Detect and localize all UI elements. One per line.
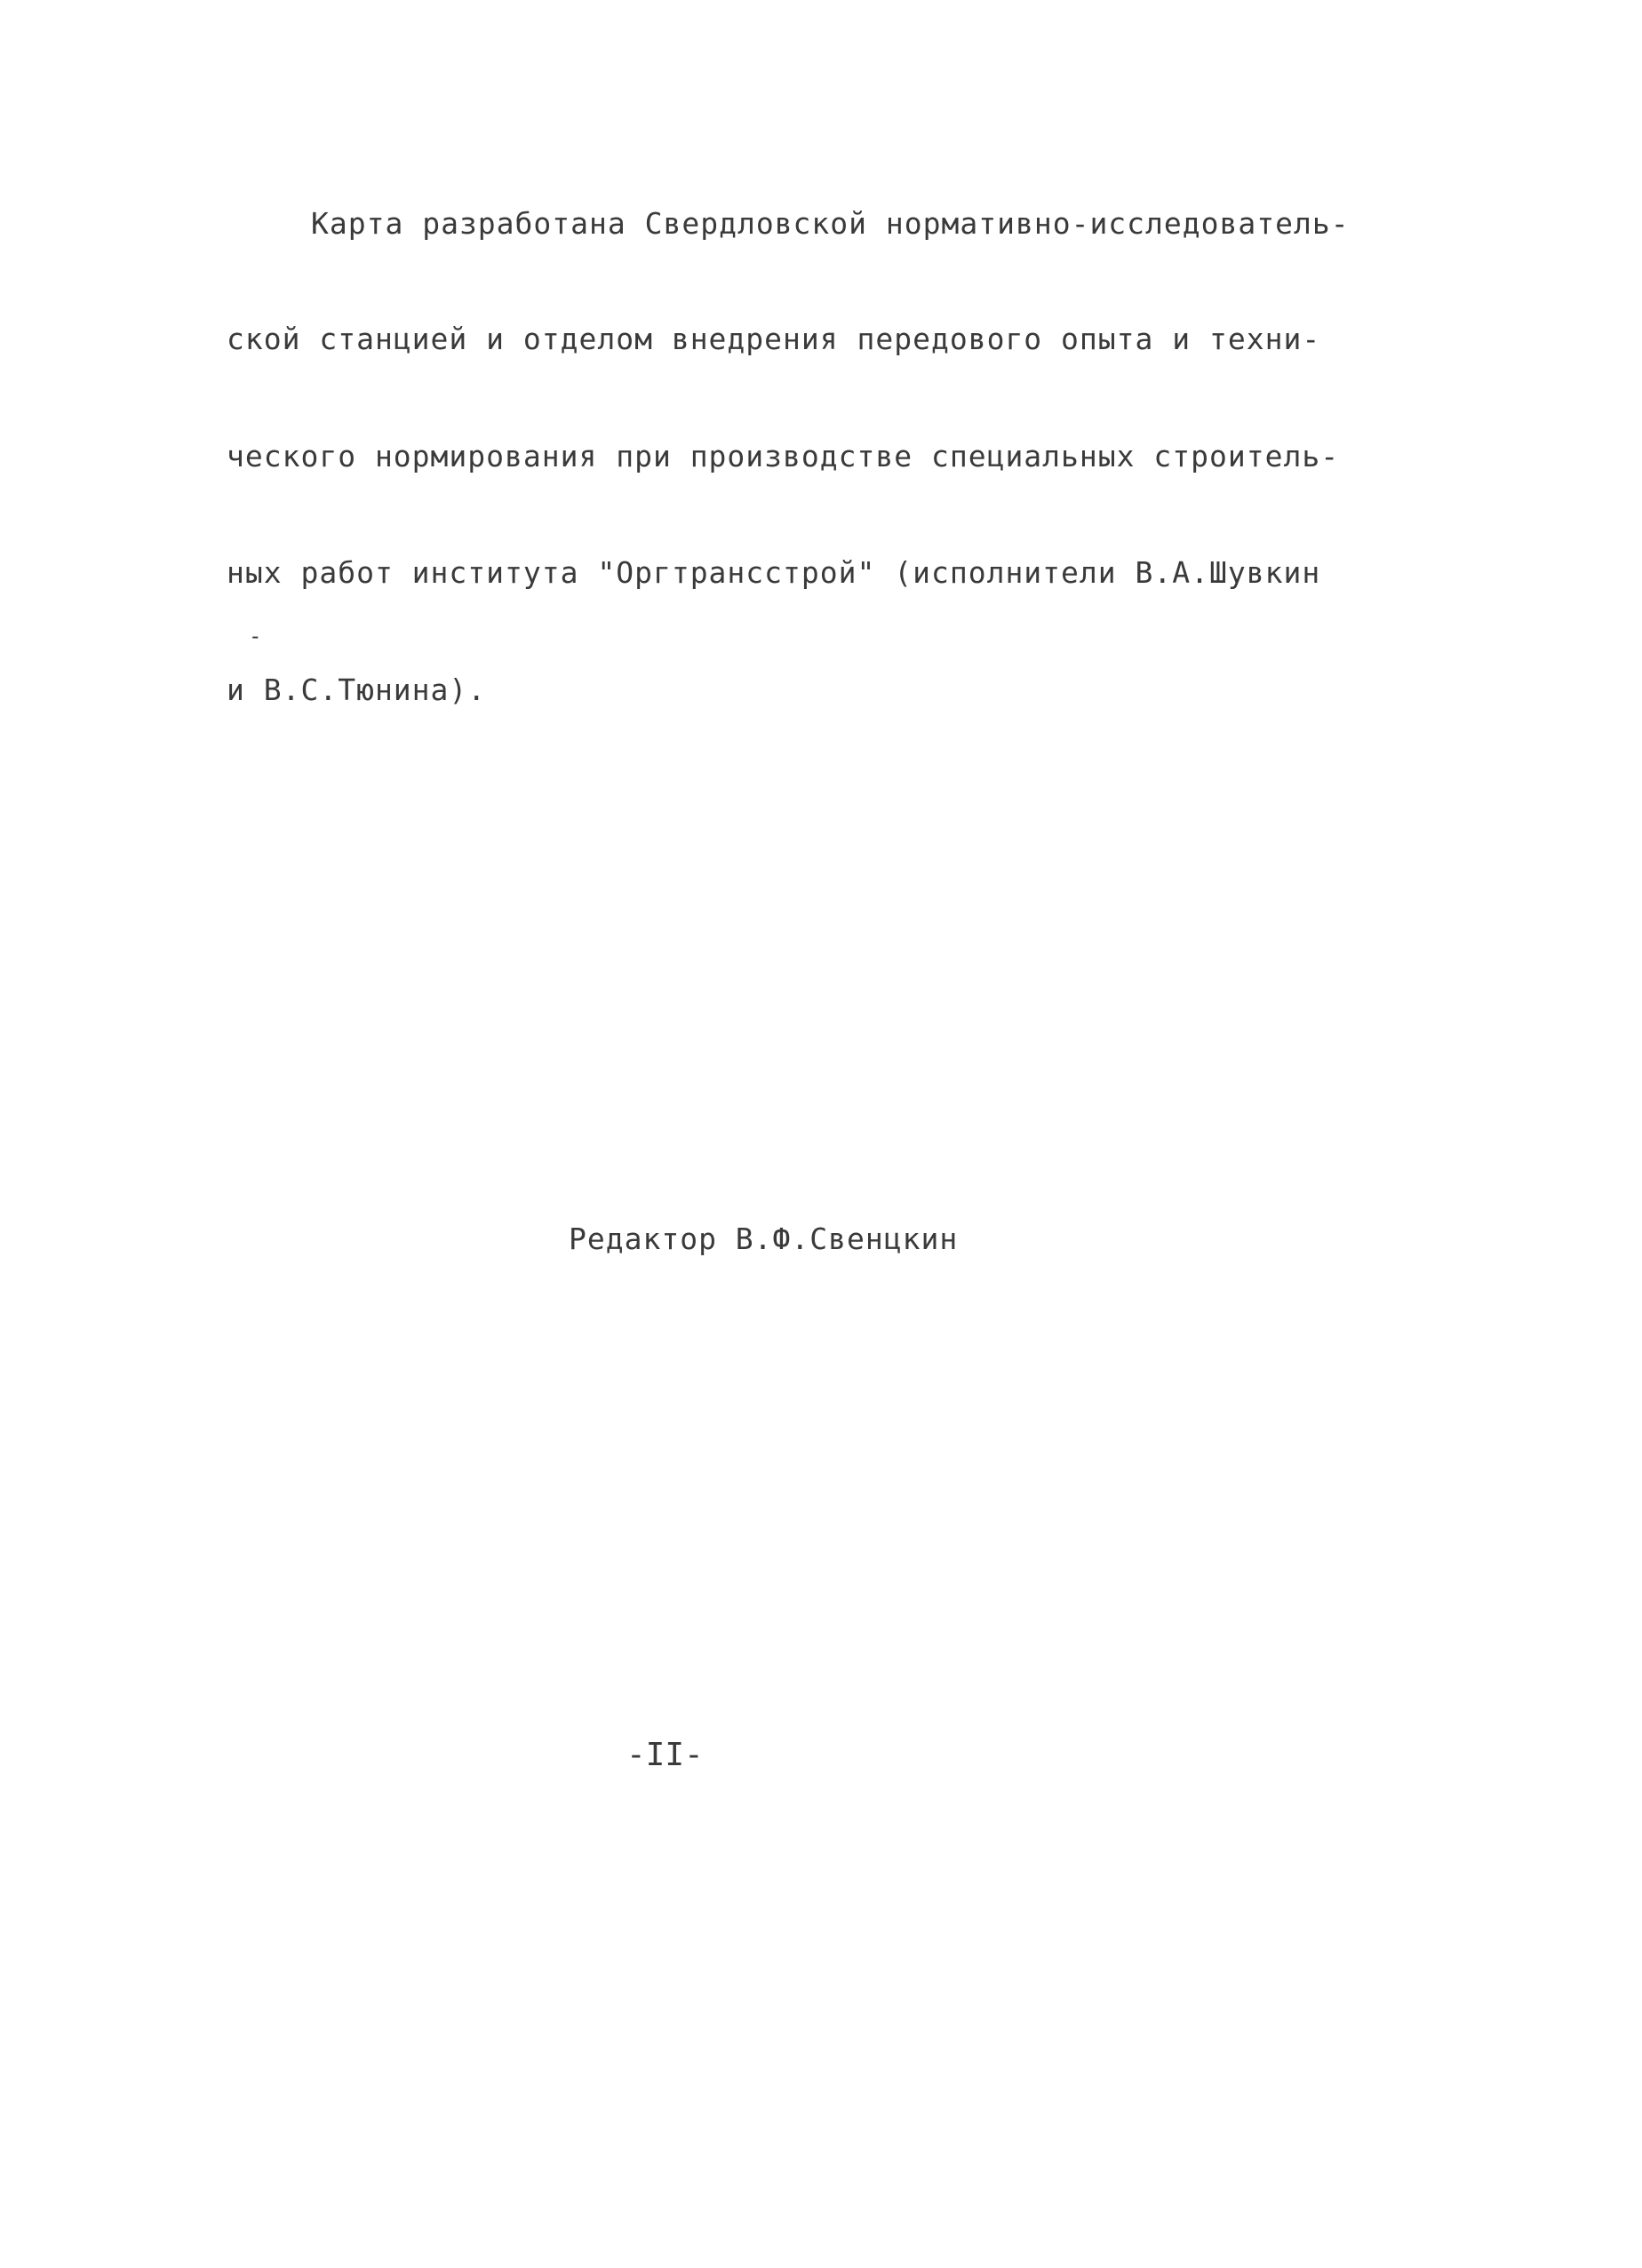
paragraph-line-1: Карта разработана Свердловской нормативно-исследователь- (311, 206, 1350, 241)
paragraph-line-3: ческого нормирования при производстве специальных строитель- (227, 439, 1340, 473)
page-number: -II- (626, 1737, 704, 1773)
stray-mark: - (249, 624, 263, 649)
paragraph-line-4: ных работ института "Оргтрансстрой" (исполнители В.А.Шувкин (227, 555, 1321, 590)
paragraph-line-2: ской станцией и отделом внедрения передового опыта и техни- (227, 322, 1321, 356)
paragraph-line-5: и В.С.Тюнина). (227, 672, 487, 707)
editor-credit: Редактор В.Ф.Свенцкин (569, 1222, 959, 1256)
